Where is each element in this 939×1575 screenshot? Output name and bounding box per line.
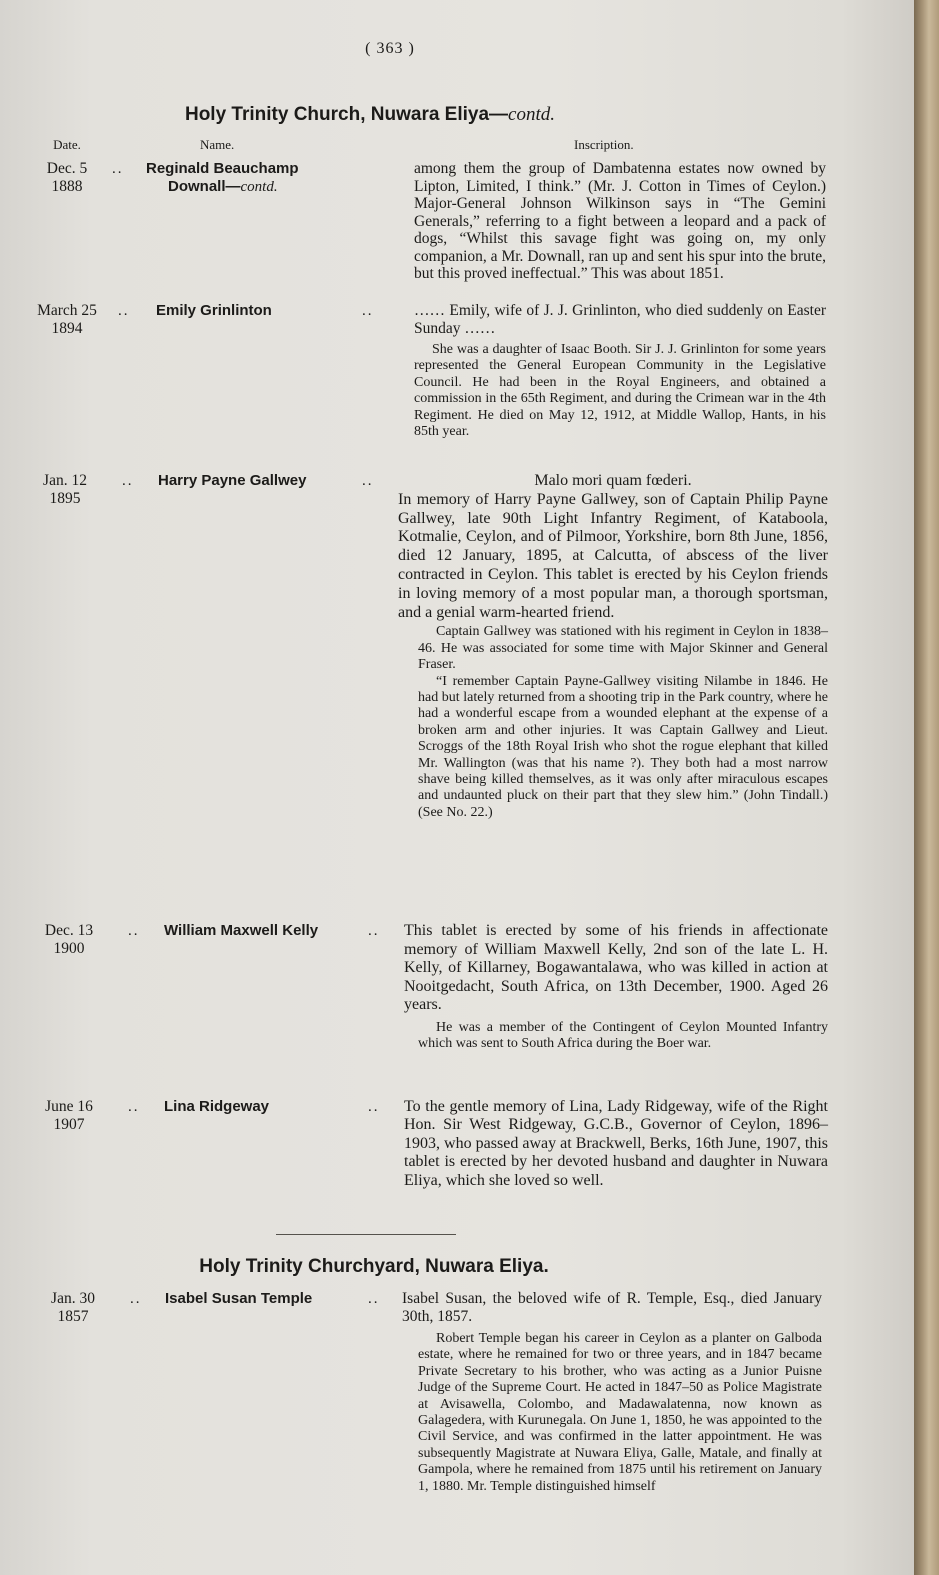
leader-dots: .. [368, 1099, 380, 1115]
leader-dots: .. [368, 1291, 380, 1307]
inscription-paragraph: …… Emily, wife of J. J. Grinlinton, who died suddenly on Easter Sunday …… [414, 302, 826, 337]
inscription-paragraph: among them the group of Dambatenna estates now owned by Lipton, Limited, I think.” (Mr. J. Cotton in Times of Ceylon.) Major-General Johnson Wilkinson says in “The Gemini Generals,” referring to a fight between a leopard and a pack of dogs, “Whilst this savage fight was going on, my only companion, a Mr. Downall, ran up and sent his spur into the brute, but this proved ineffectual.” This was about 1851. [414, 160, 826, 282]
date-day: Jan. 12 [43, 472, 87, 489]
date-day: March 25 [37, 302, 97, 319]
entry-date [24, 302, 110, 338]
inscription-paragraph: Isabel Susan, the beloved wife of R. Temple, Esq., died January 30th, 1857. [402, 1290, 822, 1325]
entry-inscription [414, 160, 826, 283]
entry-name: William Maxwell Kelly [164, 922, 319, 939]
date-year: 1894 [51, 320, 83, 337]
date-day: June 16 [45, 1098, 93, 1115]
name-line: Downall— [168, 178, 241, 195]
entry-date [26, 1098, 112, 1134]
entry-name: Isabel Susan Temple [165, 1290, 313, 1307]
inscription-paragraph: She was a daughter of Isaac Booth. Sir J. J. Grinlinton for some years represented the General European Community in the Legislative Council. He had been in the Royal Engineers, and obtained a commission in the 65th Regiment, and during the Crimean war in the 4th Regiment. He died on May 12, 1912, at Middle Wallop, Hants, in his 85th year. [414, 342, 826, 440]
entry-name: Emily Grinlinton [156, 302, 272, 319]
date-year: 1888 [51, 178, 83, 195]
section-title-text: Holy Trinity Church, Nuwara Eliya— [184, 104, 509, 125]
entry-inscription [404, 1098, 828, 1190]
leader-dots: .. [112, 161, 124, 177]
date-day: Dec. 13 [44, 922, 94, 939]
leader-dots: .. [118, 303, 130, 319]
date-year: 1857 [57, 1308, 89, 1325]
leader-dots: .. [122, 473, 134, 489]
entry-inscription [398, 472, 828, 821]
date-day: Dec. 5 [46, 160, 88, 177]
page-number: ( 363 ) [365, 40, 415, 57]
inscription-paragraph: Robert Temple began his career in Ceylon as a planter on Galboda estate, where he remained for two or three years, and in 1847 became Private Secretary to his brother, who was acting as a Junior Puisne Judge of the Supreme Court. He acted in 1847–50 as Police Magistrate at Avisawella, Colombo, and Madawalatenna, now known as Galagedera, with Kurunegala. On June 1, 1850, he was appointed to the Civil Service, and was confirmed in the latter appointment. He was subsequently Magistrate at Nuwara Eliya, Galle, Matale, and finally at Gampola, where he remained from 1875 until his retirement on January 1, 1880. Mr. Temple distinguished himself [418, 1331, 822, 1494]
inscription-paragraph: He was a member of the Contingent of Ceylon Mounted Infantry which was sent to South Africa during the Boer war. [418, 1019, 828, 1052]
entry-inscription [404, 922, 828, 1053]
entry-date [26, 922, 112, 958]
inscription-motto: Malo mori quam fœderi. [534, 472, 692, 489]
leader-dots: .. [128, 1099, 140, 1115]
leader-dots: .. [128, 923, 140, 939]
leader-dots: .. [130, 1291, 142, 1307]
entry-inscription [402, 1290, 822, 1495]
entry-date [30, 1290, 116, 1326]
entry-name: Harry Payne Gallwey [158, 472, 307, 489]
date-year: 1900 [53, 940, 85, 957]
inscription-paragraph: To the gentle memory of Lina, Lady Ridgeway, wife of the Right Hon. Sir West Ridgeway, G.C.B., Governor of Ceylon, 1896–1903, who passed away at Brackwell, Berks, 16th June, 1907, this tablet is erected by her devoted husband and daughter in Nuwara Eliya, which she loved so well. [404, 1098, 828, 1189]
section-title-church [0, 104, 740, 126]
leader-dots: .. [368, 923, 380, 939]
inscription-paragraph: In memory of Harry Payne Gallwey, son of Captain Philip Payne Gallwey, late 90th Light Infantry Regiment, of Kataboola, Kotmalie, Ceylon, and of Pilmoor, Yorkshire, born 8th June, 1856, died 12 January, 1895, at Calcutta, of abscess of the liver contracted in Ceylon. This tablet is erected by his Ceylon friends in loving memory of a most popular man, a thorough sportsman, and a genial warm-hearted friend. [398, 490, 828, 621]
leader-dots: .. [362, 303, 374, 319]
section-title-churchyard: Holy Trinity Churchyard, Nuwara Eliya. [199, 1256, 549, 1277]
date-day: Jan. 30 [51, 1290, 95, 1307]
name-suffix: contd. [240, 179, 278, 195]
inscription-paragraph: Captain Gallwey was stationed with his regiment in Ceylon in 1838–46. He was associated for some time with Major Skinner and General Fraser. [418, 624, 828, 673]
book-gutter [914, 0, 939, 1575]
section-divider [276, 1234, 456, 1235]
header-inscription: Inscription. [574, 137, 634, 152]
entry-inscription [414, 302, 826, 440]
section-title-suffix: contd. [508, 104, 556, 125]
entry-date [24, 160, 110, 196]
entry-name [146, 160, 366, 196]
date-year: 1907 [53, 1116, 85, 1133]
header-date: Date. [53, 137, 81, 152]
header-name: Name. [200, 137, 235, 152]
inscription-paragraph: “I remember Captain Payne-Gallwey visiting Nilambe in 1846. He had but lately returned from a shooting trip in the Park country, where he had a wonderful escape from a wounded elephant at the expense of a broken arm and other injuries. It was Captain Gallwey and Lieut. Scroggs of the 18th Royal Irish who shot the rogue elephant that killed Mr. Wallington (was that his name ?). They both had a most narrow shave being killed themselves, as it was only after miraculous escapes and undaunted pluck on their part that they slew him.” (John Tindall.) (See No. 22.) [418, 673, 828, 820]
date-year: 1895 [49, 490, 81, 507]
name-line: Reginald Beauchamp [146, 160, 299, 177]
leader-dots: .. [362, 473, 374, 489]
entry-name: Lina Ridgeway [164, 1098, 270, 1115]
entry-date [22, 472, 108, 508]
inscription-paragraph: This tablet is erected by some of his friends in affectionate memory of William Maxwell Kelly, 2nd son of the late L. H. Kelly, of Killarney, Bogawantalawa, who was killed in action at Nooitgedacht, South Africa, on 13th December, 1900. Aged 26 years. [404, 922, 828, 1014]
